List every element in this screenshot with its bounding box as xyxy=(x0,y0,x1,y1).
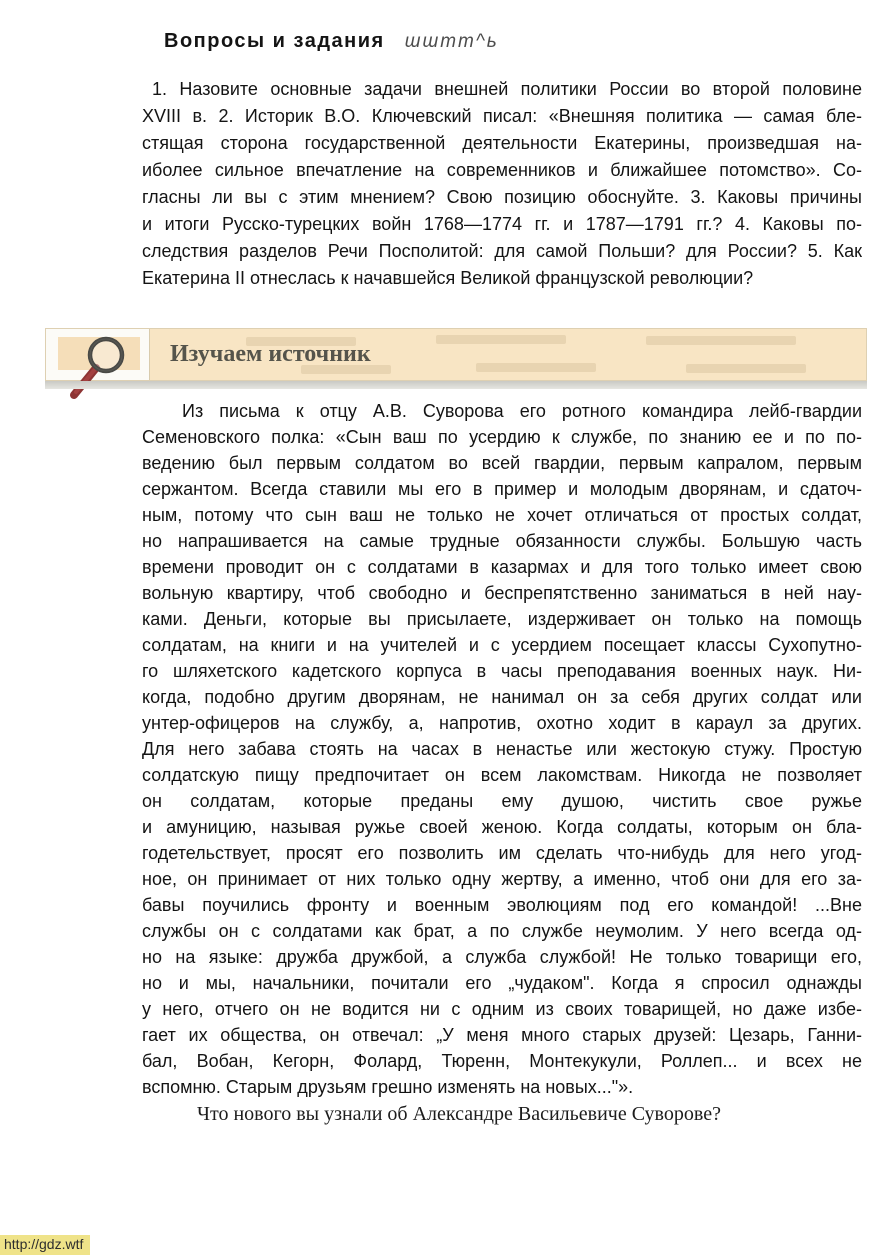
text-line: и амуницию, называя ружье своей женою. Когда солдаты, которым он бла- xyxy=(142,817,862,837)
watermark-url: http://gdz.wtf xyxy=(0,1235,90,1255)
text-line: но напрашивается на самые трудные обязанности службы. Большую часть xyxy=(142,531,862,551)
banner-icon-box xyxy=(46,329,150,380)
text-line: ное, он принимает от них только одну жертву, а именно, чтоб они для его за- xyxy=(142,869,862,889)
text-line: сержантом. Всегда ставили мы его в пример и молодым дворянам, и сдаточ- xyxy=(142,479,862,499)
scan-artifact-text: шштт^ь xyxy=(404,31,499,52)
bleed-through-artifact xyxy=(646,336,796,345)
text-line: но и мы, начальники, почитали его „чудаком". Когда я спросил однажды xyxy=(142,973,862,993)
bleed-through-artifact xyxy=(686,364,806,373)
text-line: иболее сильное впечатление на современников и ближайшее потомство». Со- xyxy=(142,160,862,180)
banner-title: Изучаем источник xyxy=(170,341,371,367)
text-line: го шляхетского кадетского корпуса в часы преподавания военных наук. Ни- xyxy=(142,661,862,681)
text-line: ведению был первым солдатом во всей гвардии, первым капралом, первым xyxy=(142,453,862,473)
text-line: вольную квартиру, чтоб свободно и беспрепятственно заниматься в ней нау- xyxy=(142,583,862,603)
text-line: гласны ли вы с этим мнением? Свою позицию обоснуйте. 3. Каковы причины xyxy=(142,187,862,207)
text-line: Для него забава стоять на часах в ненастье или жестокую стужу. Простую xyxy=(142,739,862,759)
text-line: но на языке: дружба дружбой, а служба службой! Не только товарищи его, xyxy=(142,947,862,967)
text-line: 1. Назовите основные задачи внешней политики России во второй половине xyxy=(152,79,862,99)
source-letter-text xyxy=(142,398,862,1100)
text-line: бавы поучились фронту и военным эволюциям под его командой! ...Вне xyxy=(142,895,862,915)
text-line: стящая сторона государственной деятельности Екатерины, произведшая на- xyxy=(142,133,862,153)
text-line: унтер-офицеров на службу, а, напротив, охотно ходит в караул за других. xyxy=(142,713,862,733)
text-line: у него, отчего он не водится ни с одним из своих товарищей, но даже избе- xyxy=(142,999,862,1019)
text-line: он солдатам, которые преданы ему душою, чистить свое ружье xyxy=(142,791,862,811)
text-line: бал, Вобан, Кегорн, Фолард, Тюренн, Монтекукули, Роллеп... и всех не xyxy=(142,1051,862,1071)
text-line: солдатскую пищу предпочитает он всем лакомствам. Никогда не позволяет xyxy=(142,765,862,785)
text-line: Из письма к отцу А.В. Суворова его ротного командира лейб-гвардии xyxy=(182,401,862,421)
banner-shadow-strip xyxy=(45,381,867,389)
text-line: ками. Деньги, которые вы присылаете, издерживает он только на помощь xyxy=(142,609,862,629)
text-line: следствия разделов Речи Посполитой: для самой Польши? для России? 5. Как xyxy=(142,241,862,261)
section-heading-title: Вопросы и задания xyxy=(164,30,385,52)
section-heading xyxy=(164,30,499,53)
text-line: Семеновского полка: «Сын ваш по усердию к службе, по знанию ее и по по- xyxy=(142,427,862,447)
text-line: солдатам, на книги и на учителей и с усердием посещает классы Сухопутно- xyxy=(142,635,862,655)
bleed-through-artifact xyxy=(436,335,566,344)
text-line: вспомню. Старым друзьям грешно изменять на новых..."». xyxy=(142,1077,634,1097)
text-line: гает их общества, он отвечал: „У меня много старых друзей: Цезарь, Ганни- xyxy=(142,1025,862,1045)
text-line: годетельствует, просят его позволить им сделать что-нибудь для него угод- xyxy=(142,843,862,863)
bleed-through-artifact xyxy=(476,363,596,372)
text-line: и итоги Русско-турецких войн 1768—1774 гг. и 1787—1791 гг.? 4. Каковы по- xyxy=(142,214,862,234)
final-question: Что нового вы узнали об Александре Васильевиче Суворове? xyxy=(197,1103,721,1125)
text-line: XVIII в. 2. Историк В.О. Ключевский писал: «Внешняя политика — самая бле- xyxy=(142,106,862,126)
questions-paragraph xyxy=(142,76,862,292)
text-line: ным, потому что сын ваш не только не хочет отличаться от простых солдат, xyxy=(142,505,862,525)
text-line: времени проводит он с солдатами в казармах и для того только имеет свою xyxy=(142,557,862,577)
source-banner xyxy=(45,328,867,381)
text-line: когда, подобно другим дворянам, не нанимал он за себя других солдат или xyxy=(142,687,862,707)
text-line: службы он с солдатами как брат, а по службе неумолим. У него всегда од- xyxy=(142,921,862,941)
text-line: Екатерина II отнеслась к начавшейся Великой французской революции? xyxy=(142,268,754,288)
